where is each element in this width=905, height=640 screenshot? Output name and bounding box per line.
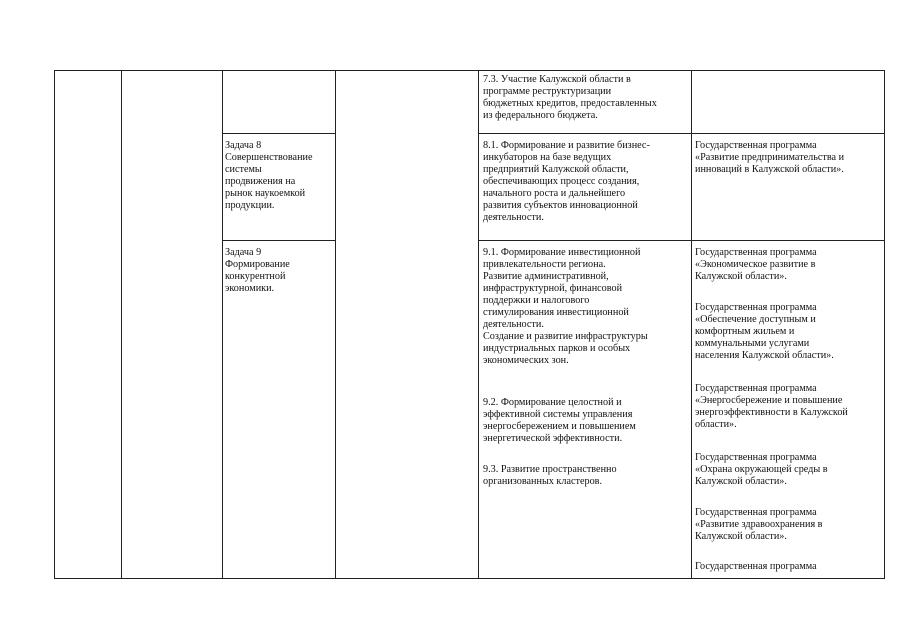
row3-program-3: Государственная программа «Энергосбережение и повышение энергоэффективности в Калужской области».: [695, 383, 848, 430]
row3-activity-9-3: 9.3. Развитие пространственно организованных кластеров.: [483, 464, 617, 487]
table-border-top: [54, 70, 885, 71]
table-border-right: [884, 70, 885, 578]
table-border-left: [54, 70, 55, 578]
table-border-bottom: [54, 578, 885, 579]
row3-program-1: Государственная программа «Экономическое развитие в Калужской области».: [695, 247, 817, 282]
row1-activity-cell: 7.3. Участие Калужской области в программе реструктуризации бюджетных кредитов, предоставленных из федерального бюджета.: [483, 74, 657, 121]
table-col-divider-2: [222, 70, 223, 578]
task8-cell: Задача 8 Совершенствование системы продвижения на рынок наукоемкой продукции.: [225, 140, 313, 211]
row-divider-2-right: [478, 240, 885, 241]
row2-program-cell: Государственная программа «Развитие предпринимательства и инноваций в Калужской области».: [695, 140, 845, 175]
table-col-divider-1: [121, 70, 122, 578]
row3-activity-9-1: 9.1. Формирование инвестиционной привлекательности региона. Развитие административной, инфраструктурной, финансовой поддержки и налогового стимулирования инвестиционной деятельности. Создание и развитие инфраструктуры индустриальных парков и особых экономических зон.: [483, 247, 648, 366]
row3-program-4: Государственная программа «Охрана окружающей среды в Калужской области».: [695, 452, 828, 487]
row3-activity-9-2: 9.2. Формирование целостной и эффективной системы управления энергосбережением и повышением энергетической эффективности.: [483, 397, 636, 444]
table-col-divider-4: [478, 70, 479, 578]
table-col-divider-5: [691, 70, 692, 578]
table-col-divider-3: [335, 70, 336, 578]
row-divider-1-right: [478, 133, 885, 134]
row3-program-6: Государственная программа: [695, 561, 817, 572]
row-divider-2-left: [222, 240, 336, 241]
row2-activity-cell: 8.1. Формирование и развитие бизнес- инкубаторов на базе ведущих предприятий Калужской области, обеспечивающих процесс создания, начального роста и дальнейшего развития субъектов инновационной деятельности.: [483, 140, 650, 223]
row3-program-5: Государственная программа «Развитие здравоохранения в Калужской области».: [695, 507, 823, 542]
row3-program-2: Государственная программа «Обеспечение доступным и комфортным жильем и коммунальными услугами населения Калужской области».: [695, 302, 834, 361]
task9-cell: Задача 9 Формирование конкурентной экономики.: [225, 247, 290, 294]
row-divider-1-left: [222, 133, 336, 134]
